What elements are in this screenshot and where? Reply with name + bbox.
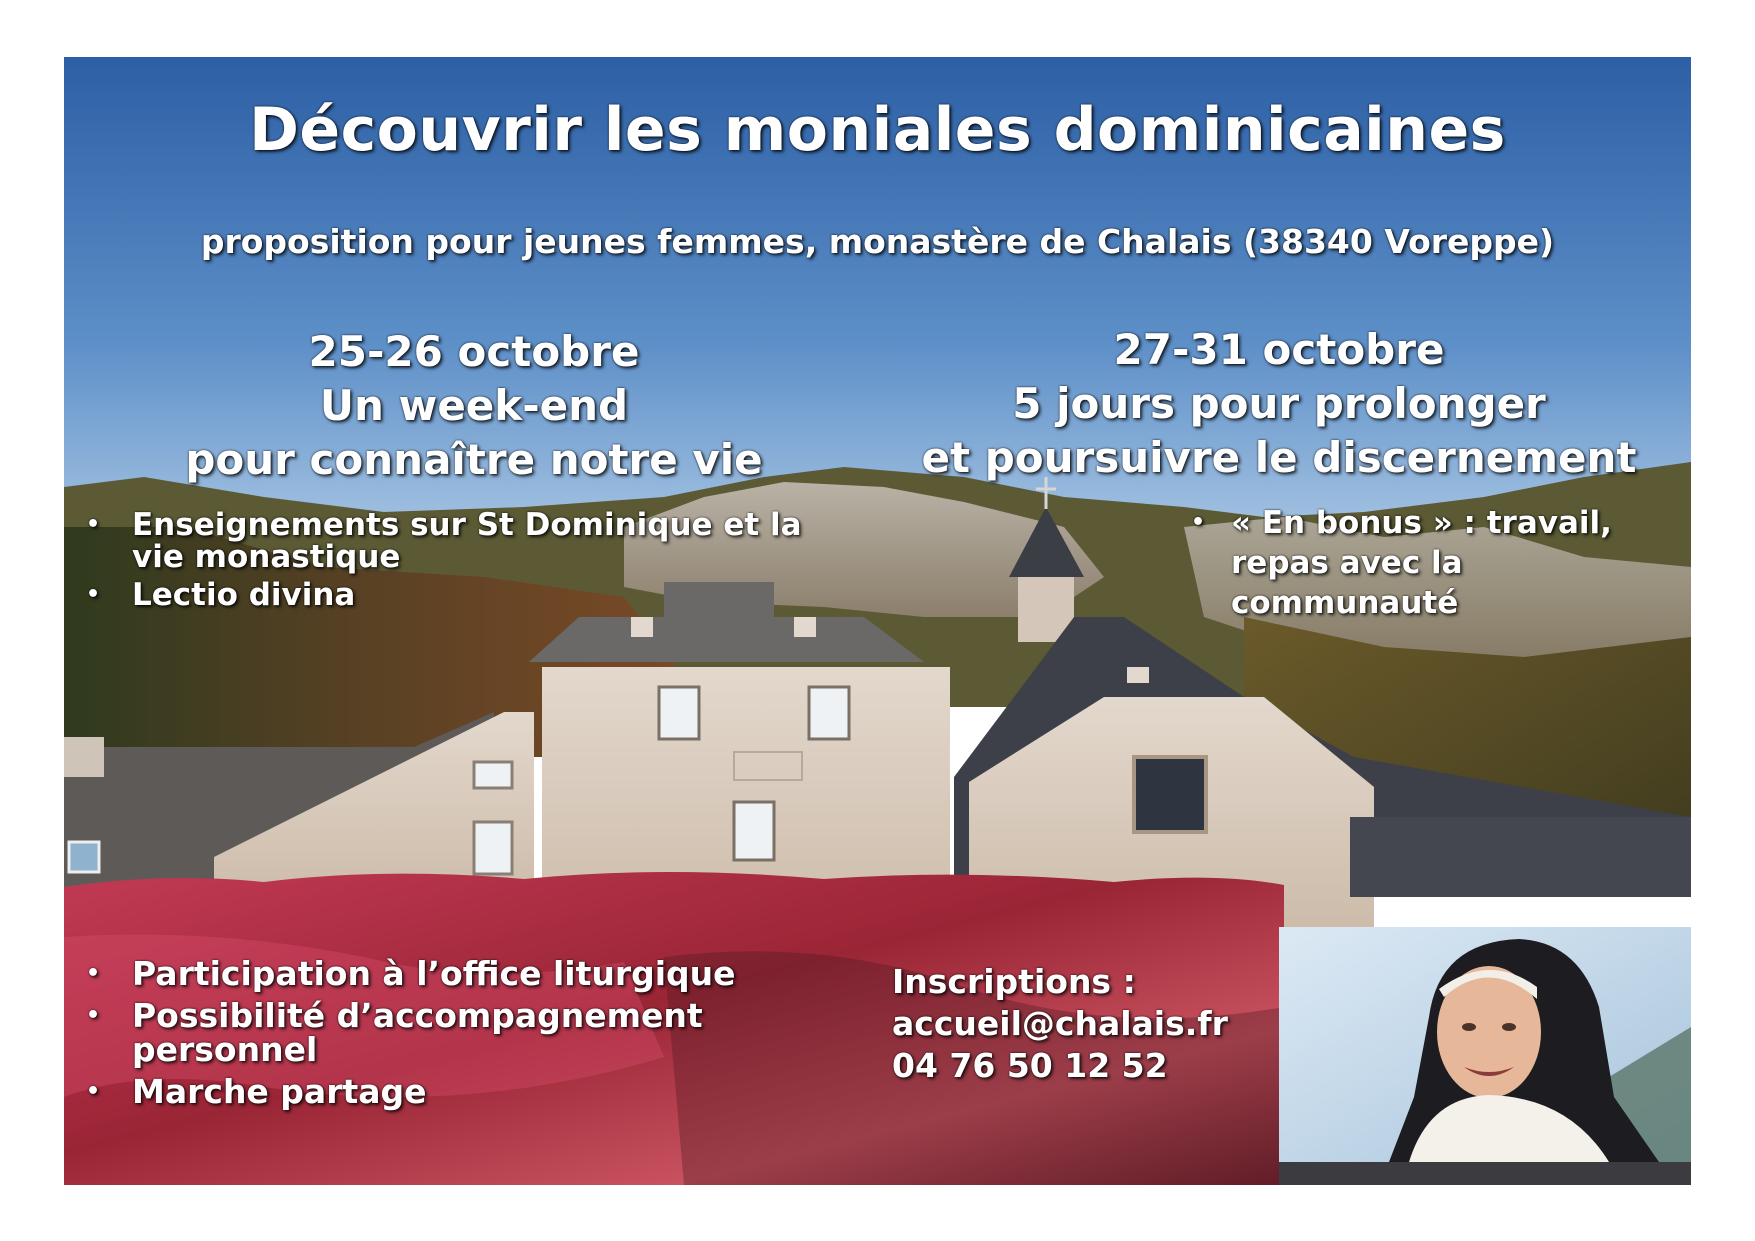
- poster-title: Découvrir les moniales dominicaines: [249, 95, 1506, 165]
- poster: [64, 57, 1691, 1185]
- weekend-dates: 25-26 octobre: [308, 327, 640, 376]
- five-days-label: 5 jours pour prolonger: [1012, 379, 1546, 428]
- contact-email: accueil@chalais.fr: [892, 1004, 1228, 1043]
- weekend-activities-list: [74, 509, 834, 617]
- weekend-label: Un week-end: [319, 381, 629, 430]
- inscriptions-block: [892, 961, 1228, 1087]
- weekend-purpose: pour connaître notre vie: [185, 435, 763, 484]
- five-days-purpose: et poursuivre le discernement: [921, 433, 1637, 482]
- contact-phone: 04 76 50 12 52: [892, 1046, 1168, 1085]
- poster-subtitle: proposition pour jeunes femmes, monastère de Chalais (38340 Voreppe): [200, 222, 1555, 261]
- common-activities-list: [74, 954, 834, 1117]
- weekend-heading: [84, 325, 864, 487]
- list-item: • Lectio divina: [74, 579, 834, 611]
- nun-portrait-photo: [1279, 927, 1691, 1162]
- inscriptions-label: Inscriptions :: [892, 962, 1136, 1001]
- list-item: • Marche partage: [74, 1075, 834, 1109]
- list-item: • Participation à l’office liturgique: [74, 957, 834, 991]
- five-days-activities-list: [1179, 503, 1659, 623]
- list-item: • Possibilité d’accompagnement personnel: [74, 999, 834, 1067]
- five-days-dates: 27-31 octobre: [1113, 325, 1445, 374]
- five-days-heading: [884, 323, 1674, 485]
- list-item: • « En bonus » : travail, repas avec la communauté: [1179, 503, 1659, 623]
- list-item: • Enseignements sur St Dominique et la vie monastique: [74, 509, 834, 573]
